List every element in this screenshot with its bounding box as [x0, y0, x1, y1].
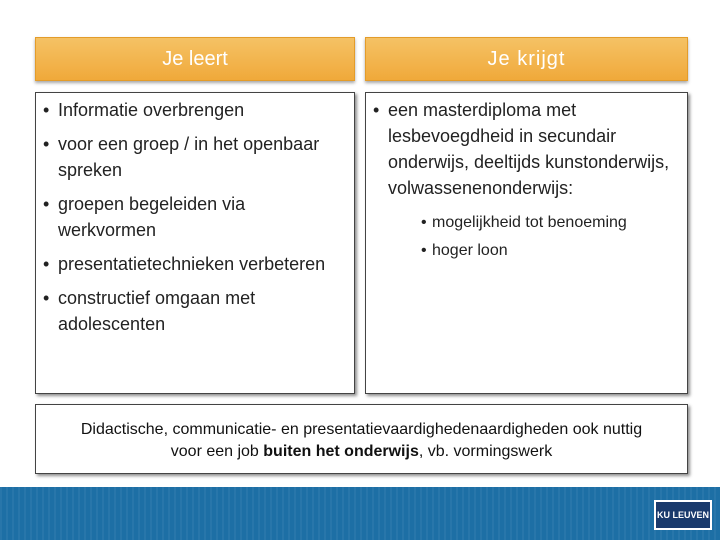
list-item: • presentatietechnieken verbeteren — [40, 251, 345, 277]
left-bullet-list — [40, 97, 345, 345]
header-je-leert — [35, 37, 355, 81]
list-item: • groepen begeleiden via werkvormen — [40, 191, 345, 243]
header-right-label: Je krijgt — [487, 47, 566, 70]
list-item: • voor een groep / in het openbaar spreken — [40, 131, 345, 183]
summary-bold-phrase: buiten het onderwijs — [263, 443, 419, 460]
list-item: • Informatie overbrengen — [40, 97, 345, 123]
master-diploma-text: een masterdiploma met lesbevoegdheid in secundair onderwijs, deeltijds kunstonderwijs, volwassenenonderwijs: — [388, 100, 670, 198]
summary-box — [35, 404, 688, 474]
right-content-box — [365, 92, 688, 394]
summary-line-1: Didactische, communicatie- en presentatievaardighedenaardigheden ook nuttig — [80, 421, 643, 438]
left-content-box — [35, 92, 355, 394]
list-item: • constructief omgaan met adolescenten — [40, 285, 345, 337]
summary-prefix: voor een job — [170, 443, 264, 460]
summary-line-2 — [36, 441, 687, 463]
footer-bar — [0, 487, 720, 540]
summary-suffix: , vb. vormingswerk — [418, 443, 553, 460]
sub-list-item: • mogelijkheid tot benoeming — [418, 209, 682, 237]
list-item — [370, 97, 682, 265]
ku-leuven-logo — [654, 500, 712, 530]
right-bullet-list — [370, 97, 682, 265]
sub-bullet-list — [388, 209, 682, 265]
logo-text: KU LEUVEN — [656, 510, 709, 520]
sub-list-item: • hoger loon — [418, 237, 682, 265]
header-left-label: Je leert — [162, 47, 228, 70]
header-je-krijgt — [365, 37, 688, 81]
